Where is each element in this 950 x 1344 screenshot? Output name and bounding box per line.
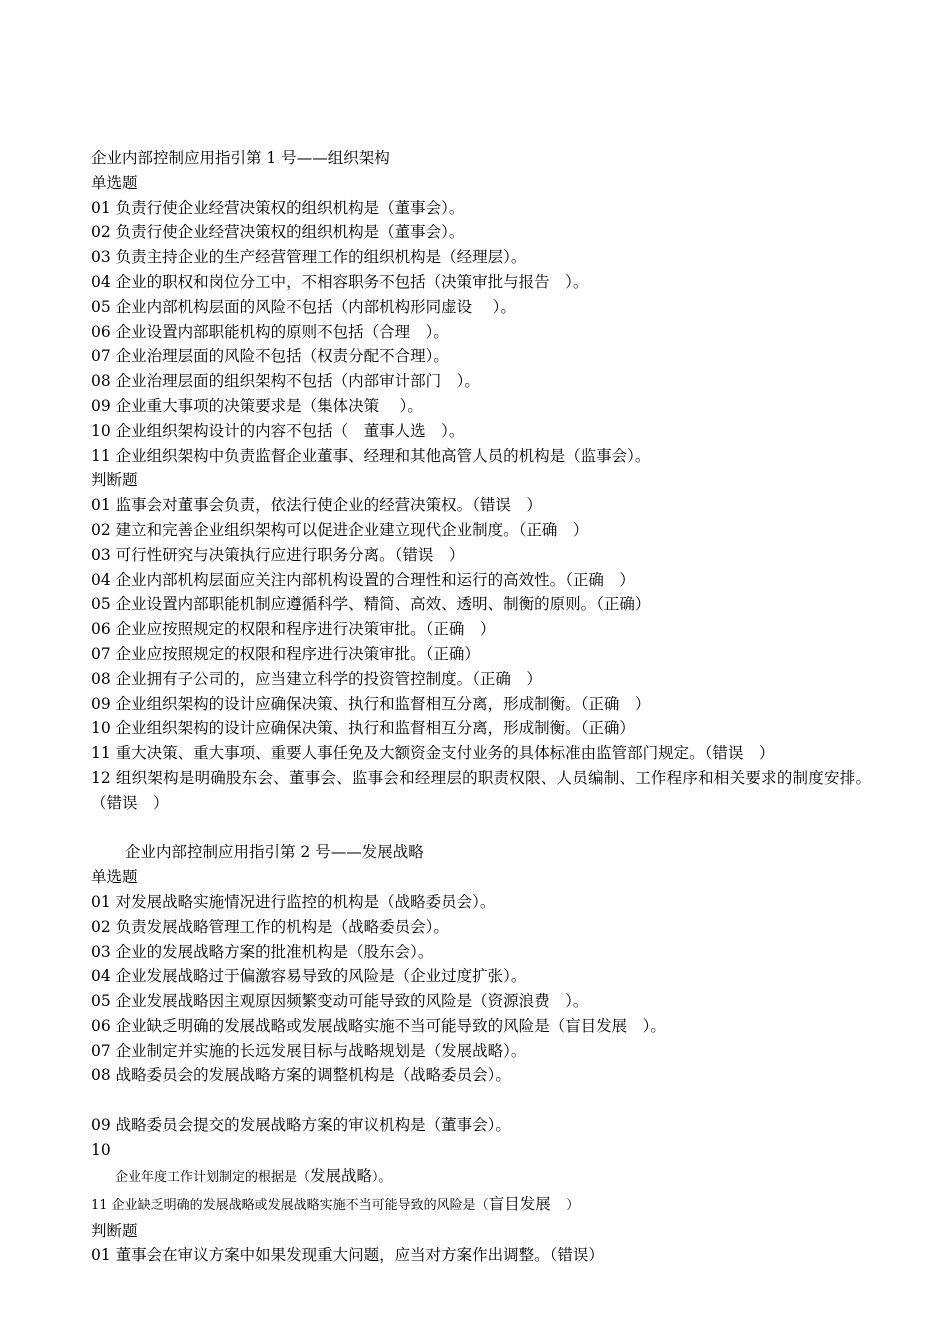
list-item: 02 建立和完善企业组织架构可以促进企业建立现代企业制度。（正确 ） xyxy=(91,520,589,539)
list-item xyxy=(91,1163,871,1191)
list-item: 01 监事会对董事会负责，依法行使企业的经营决策权。（错误 ） xyxy=(91,496,542,515)
item-text: 企业年度工作计划制定的根据是（ xyxy=(115,1169,311,1185)
item-answer: 发展战略 xyxy=(310,1166,373,1185)
section1-single-heading: 单选题 xyxy=(91,173,138,192)
list-item: 07 企业应按照规定的权限和程序进行决策审批。（正确） xyxy=(91,644,480,663)
list-item: 09 企业重大事项的决策要求是（集体决策 ）。 xyxy=(91,396,423,415)
item-text: 11 企业缺乏明确的发展战略或发展战略实施不当可能导致的风险是（ xyxy=(91,1197,489,1213)
section1-judge-heading: 判断题 xyxy=(91,471,138,490)
item-text-end: ）。 xyxy=(372,1169,392,1185)
list-item: 11 重大决策、重大事项、重要人事任免及大额资金支付业务的具体标准由监管部门规定。（错误 ） xyxy=(91,744,775,763)
list-item: 08 战略委员会的发展战略方案的调整机构是（战略委员会）。 xyxy=(91,1066,511,1085)
item-answer: 盲目发展 xyxy=(488,1194,567,1213)
list-item: 07 企业治理层面的风险不包括（权责分配不合理）。 xyxy=(91,347,449,366)
list-item: 06 企业设置内部职能机构的原则不包括（合理 ）。 xyxy=(91,322,449,341)
list-item: 04 企业的职权和岗位分工中，不相容职务不包括（决策审批与报告 ）。 xyxy=(91,272,589,291)
list-item xyxy=(91,1191,871,1219)
section2-title: 企业内部控制应用指引第 2 号——发展战略 xyxy=(125,843,424,862)
list-item: 04 企业内部机构层面应关注内部机构设置的合理性和运行的高效性。（正确 ） xyxy=(91,570,635,589)
list-item: 01 对发展战略实施情况进行监控的机构是（战略委员会）。 xyxy=(91,892,496,911)
section-spacer xyxy=(91,816,871,841)
list-item: 01 负责行使企业经营决策权的组织机构是（董事会）。 xyxy=(91,198,465,217)
list-item: 06 企业缺乏明确的发展战略或发展战略实施不当可能导致的风险是（盲目发展 ）。 xyxy=(91,1016,666,1035)
document-page xyxy=(91,146,871,1268)
list-item: 09 企业组织架构的设计应确保决策、执行和监督相互分离，形成制衡。（正确 ） xyxy=(91,694,651,713)
section1-judge-list xyxy=(91,493,871,815)
list-item: 03 可行性研究与决策执行应进行职务分离。（错误 ） xyxy=(91,545,465,564)
item-text-end: ） xyxy=(566,1197,580,1213)
list-item: 07 企业制定并实施的长远发展目标与战略规划是（发展战略）。 xyxy=(91,1041,527,1060)
paragraph-spacer xyxy=(91,1088,871,1113)
list-item: 08 企业治理层面的组织架构不包括（内部审计部门 ）。 xyxy=(91,372,480,391)
list-item-number: 10 xyxy=(91,1140,111,1159)
list-item: 09 战略委员会提交的发展战略方案的审议机构是（董事会）。 xyxy=(91,1116,511,1135)
list-item: 11 企业组织架构中负责监督企业董事、经理和其他高管人员的机构是（监事会）。 xyxy=(91,446,651,465)
section2-judge-list xyxy=(91,1243,871,1268)
list-item: 05 企业设置内部职能机制应遵循科学、精简、高效、透明、制衡的原则。（正确） xyxy=(91,595,651,614)
list-item: 03 负责主持企业的生产经营管理工作的组织机构是（经理层）。 xyxy=(91,248,527,267)
list-item: 03 企业的发展战略方案的批准机构是（股东会）。 xyxy=(91,942,434,961)
section1-single-list xyxy=(91,196,871,469)
section2-single-list xyxy=(91,890,871,1088)
list-item: 05 企业内部机构层面的风险不包括（内部机构形同虚设 ）。 xyxy=(91,297,516,316)
list-item: 04 企业发展战略过于偏激容易导致的风险是（企业过度扩张）。 xyxy=(91,967,527,986)
list-item: 05 企业发展战略因主观原因频繁变动可能导致的风险是（资源浪费 ）。 xyxy=(91,992,589,1011)
list-item: 02 负责行使企业经营决策权的组织机构是（董事会）。 xyxy=(91,223,465,242)
list-item: 10 企业组织架构设计的内容不包括（ 董事人选 ）。 xyxy=(91,421,465,440)
list-item: 08 企业拥有子公司的，应当建立科学的投资管控制度。（正确 ） xyxy=(91,669,542,688)
list-item: 10 企业组织架构的设计应确保决策、执行和监督相互分离，形成制衡。（正确） xyxy=(91,719,635,738)
list-item: 12 组织架构是明确股东会、董事会、监事会和经理层的职责权限、人员编制、工作程序和相关要求的制度安排。（错误 ） xyxy=(91,768,871,812)
section2-single-heading: 单选题 xyxy=(91,868,138,887)
list-item: 06 企业应按照规定的权限和程序进行决策审批。（正确 ） xyxy=(91,620,496,639)
section1-title: 企业内部控制应用指引第 1 号——组织架构 xyxy=(91,149,390,167)
list-item: 02 负责发展战略管理工作的机构是（战略委员会）。 xyxy=(91,917,449,936)
section2-judge-heading: 判断题 xyxy=(91,1221,138,1240)
list-item: 01 董事会在审议方案中如果发现重大问题，应当对方案作出调整。（错误） xyxy=(91,1246,604,1265)
